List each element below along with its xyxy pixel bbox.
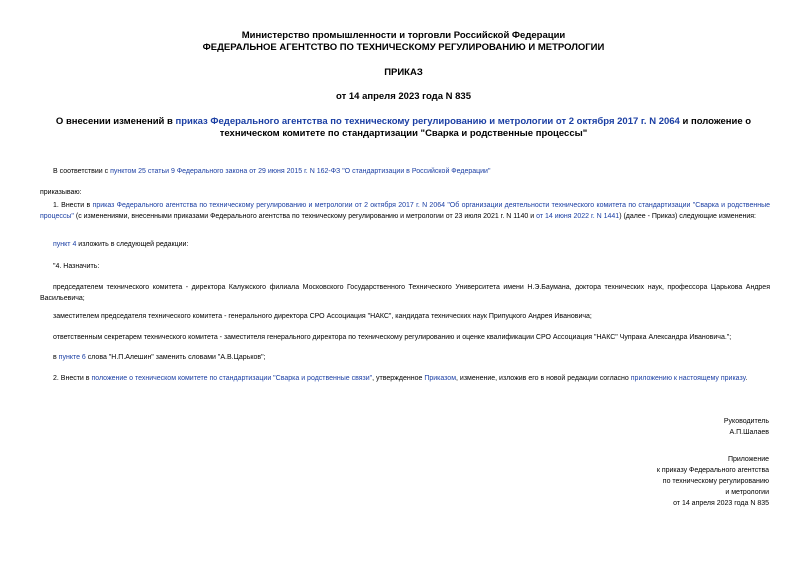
paragraph-text: , утвержденное [372,375,425,382]
document-title [40,116,767,140]
paragraph-appoint: "4. Назначить: [53,263,100,270]
paragraph-text: в [53,354,59,361]
paragraph-text: ) (далее - Приказ) следующие изменения: [619,212,756,220]
paragraph-point4 [40,240,770,251]
paragraph-text: . [745,375,748,382]
point-4-link[interactable]: пункт 4 [53,241,77,248]
title-order-link[interactable]: приказ Федерального агентства по техническому регулированию и метрологии от 2 октября 2017 г. N 2064 [175,116,680,127]
signature-block [724,416,769,438]
document-header [0,30,807,103]
title-text: О внесении изменений в [55,116,176,127]
appendix-line: от 14 апреля 2023 года N 835 [673,500,769,507]
federal-law-link[interactable]: пунктом 25 статьи 9 Федерального закона от 29 июня 2015 г. N 162-ФЗ "О стандартизации в Российской Федерации" [110,168,491,175]
paragraph-1 [40,201,770,222]
paragraph-basis [40,167,770,178]
paragraph-2 [40,374,770,385]
committee-regulation-link[interactable]: положение о техническом комитете по стандартизации "Сварка и родственные связи" [91,375,373,382]
paragraph-text: слова "Н.П.Алешин" заменить словами "А.В.Царьков"; [85,354,266,361]
agency-name: ФЕДЕРАЛЬНОЕ АГЕНТСТВО ПО ТЕХНИЧЕСКОМУ РЕГУЛИРОВАНИЮ И МЕТРОЛОГИИ [202,42,605,53]
signatory-name: А.П.Шалаев [729,429,769,436]
paragraph-text: 2. Внести в [53,375,92,382]
paragraph-text: (с изменениями, внесенными приказами Федерального агентства по техническому регулированию и метрологии от 23 июля 2021 г. N 1140 и [73,212,537,220]
paragraph-secretary: ответственным секретарем технического комитета - заместителя генерального директора по техническому регулированию и оценке квалификации СРО Ассоциация "НАКС" Чупрака Александра Ивановича."; [53,334,732,341]
appendix-line: к приказу Федерального агентства [656,467,769,474]
signatory-role: Руководитель [723,418,769,425]
appendix-line: Приложение [727,456,769,463]
paragraph-deputy: заместителем председателя технического комитета - генерального директора СРО Ассоциация "НАКС", кандидата технических наук Припуцкого Андрея Ивановича; [53,313,592,320]
document-date-number: от 14 апреля 2023 года N 835 [336,91,471,102]
appendix-block [657,454,769,509]
order-1441-link[interactable]: от 14 июня 2022 г. N 1441 [536,212,620,220]
appendix-line: по техническому регулированию [662,478,769,485]
paragraph-chair: председателем технического комитета - директора Калужского филиала Московского Государственного Технического Университета имени Н.Э.Баумана, доктора технических наук, профессора Царькова Андрея Васильевича; [40,284,770,302]
paragraph-order: приказываю: [40,189,82,196]
paragraph-text: изложить в следующей редакции: [76,241,189,248]
ministry-name: Министерство промышленности и торговли Российской Федерации [241,30,566,41]
title-text: и положение о техническом комитете по стандартизации "Сварка и родственные процессы" [219,116,752,139]
order-2064-link[interactable]: приказ Федерального агентства по техническому регулированию и метрологии от 2 октября 2017 г. N 2064 "Об организации деятельности технического комитета по стандартизации "Сварка и родственные процессы" [40,202,770,220]
appendix-line: и метрологии [725,489,769,496]
appendix-link[interactable]: приложению к настоящему приказу [630,375,746,382]
document-type: ПРИКАЗ [384,67,423,78]
order-link[interactable]: Приказом [424,375,457,382]
point-6-link[interactable]: пункте 6 [58,354,86,361]
paragraph-text: , изменение, изложив его в новой редакции согласно [456,375,631,382]
paragraph-text: 1. Внести в [53,202,93,209]
paragraph-point6 [40,353,770,364]
paragraph-text: В соответствии с [53,168,111,175]
